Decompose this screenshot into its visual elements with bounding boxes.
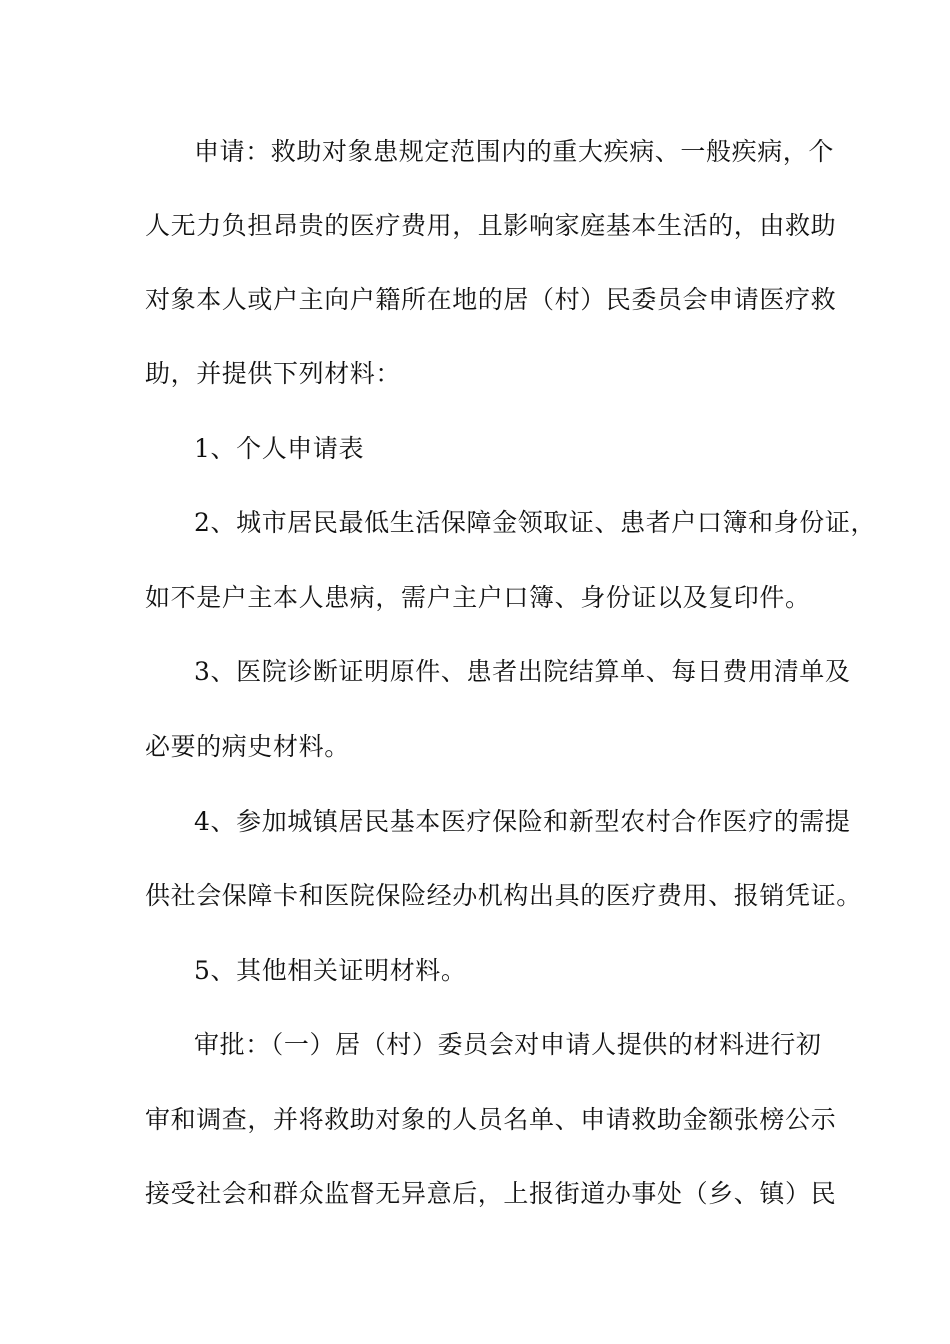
- list-item-2-line-2: 如不是户主本人患病，需户主户口簿、身份证以及复印件。: [145, 583, 811, 612]
- list-item-2-line-1: 2、城市居民最低生活保障金领取证、患者户口簿和身份证，: [194, 508, 877, 537]
- paragraph-approval-line-1: 审批：（一）居（村）委员会对申请人提供的材料进行初: [194, 1030, 822, 1059]
- list-item-4-line-1: 4、参加城镇居民基本医疗保险和新型农村合作医疗的需提: [194, 807, 851, 836]
- list-item-4-line-2: 供社会保障卡和医院保险经办机构出具的医疗费用、报销凭证。: [145, 881, 862, 910]
- paragraph-approval-line-2: 审和调查，并将救助对象的人员名单、申请救助金额张榜公示: [145, 1105, 837, 1134]
- paragraph-application-line-2: 人无力负担昂贵的医疗费用，且影响家庭基本生活的，由救助: [145, 211, 837, 240]
- list-item-1: 1、个人申请表: [194, 434, 365, 463]
- paragraph-approval-line-3: 接受社会和群众监督无异意后，上报街道办事处（乡、镇）民: [145, 1179, 837, 1208]
- paragraph-application-line-4: 助，并提供下列材料：: [145, 359, 402, 388]
- list-item-3-line-1: 3、医院诊断证明原件、患者出院结算单、每日费用清单及: [194, 657, 851, 686]
- list-item-3-line-2: 必要的病史材料。: [145, 732, 350, 761]
- paragraph-application-line-3: 对象本人或户主向户籍所在地的居（村）民委员会申请医疗救: [145, 285, 837, 314]
- list-item-5: 5、其他相关证明材料。: [194, 956, 467, 985]
- paragraph-application-line-1: 申请：救助对象患规定范围内的重大疾病、一般疾病，个: [194, 137, 835, 166]
